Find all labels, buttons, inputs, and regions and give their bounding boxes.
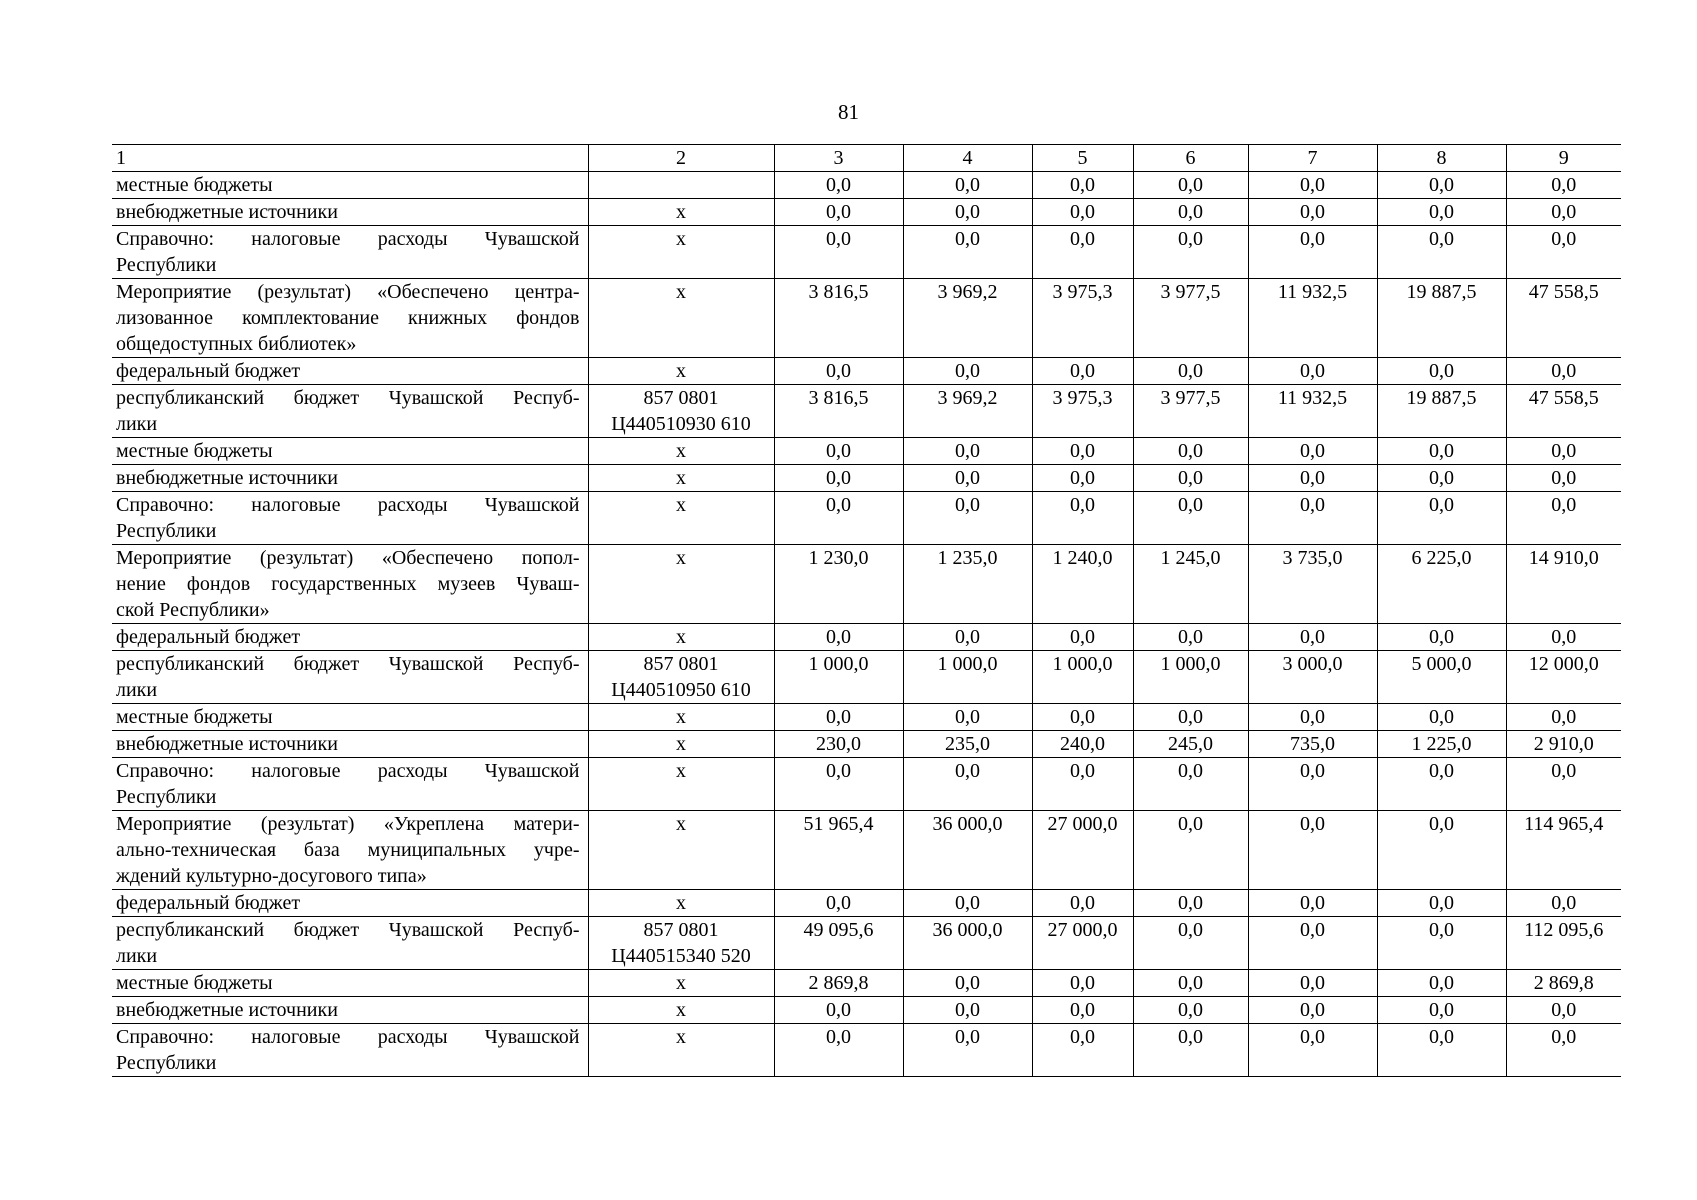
budget-code-line: Ц440510930 610 <box>611 413 751 435</box>
amount-cell: 0,0 <box>1032 890 1133 917</box>
budget-code-line: x <box>676 547 686 569</box>
row-label-cell <box>112 1024 588 1077</box>
budget-code-cell <box>588 624 774 651</box>
budget-code-cell <box>588 492 774 545</box>
row-label-line: лизованное комплектование книжных фондов <box>116 307 580 329</box>
amount-cell: 0,0 <box>903 199 1032 226</box>
budget-code-cell <box>588 731 774 758</box>
amount-cell: 3 816,5 <box>774 279 903 358</box>
table-row <box>112 545 1621 624</box>
column-number-header: 1 <box>112 145 588 172</box>
amount-cell: 114 965,4 <box>1506 811 1621 890</box>
budget-code-cell <box>588 758 774 811</box>
amount-cell: 0,0 <box>1377 492 1506 545</box>
amount-cell: 0,0 <box>774 172 903 199</box>
amount-cell: 0,0 <box>1032 199 1133 226</box>
table-row <box>112 624 1621 651</box>
table-header-row <box>112 145 1621 172</box>
amount-cell: 0,0 <box>1506 199 1621 226</box>
amount-cell: 0,0 <box>774 704 903 731</box>
row-label-cell <box>112 890 588 917</box>
amount-cell: 0,0 <box>1032 172 1133 199</box>
row-label-line: ской Республики» <box>116 599 270 621</box>
budget-table <box>112 144 1621 1077</box>
row-label-line: лики <box>116 945 158 967</box>
amount-cell: 0,0 <box>1133 1024 1248 1077</box>
amount-cell: 1 230,0 <box>774 545 903 624</box>
budget-code-cell <box>588 545 774 624</box>
amount-cell: 0,0 <box>1133 226 1248 279</box>
amount-cell: 0,0 <box>1032 758 1133 811</box>
amount-cell: 235,0 <box>903 731 1032 758</box>
budget-code-line: Ц440510950 610 <box>611 679 751 701</box>
amount-cell: 0,0 <box>1133 970 1248 997</box>
table-row <box>112 438 1621 465</box>
amount-cell: 0,0 <box>1032 624 1133 651</box>
row-label-line: республиканский бюджет Чувашской Респуб- <box>116 919 580 941</box>
budget-code-line: x <box>676 281 686 303</box>
amount-cell: 3 975,3 <box>1032 385 1133 438</box>
amount-cell: 3 969,2 <box>903 385 1032 438</box>
amount-cell: 0,0 <box>774 438 903 465</box>
amount-cell: 0,0 <box>1377 358 1506 385</box>
amount-cell: 0,0 <box>903 358 1032 385</box>
amount-cell: 36 000,0 <box>903 811 1032 890</box>
column-number-header: 2 <box>588 145 774 172</box>
row-label-line: Республики <box>116 1052 217 1074</box>
amount-cell: 0,0 <box>1377 970 1506 997</box>
amount-cell: 51 965,4 <box>774 811 903 890</box>
amount-cell: 5 000,0 <box>1377 651 1506 704</box>
amount-cell: 0,0 <box>1377 758 1506 811</box>
amount-cell: 0,0 <box>1377 890 1506 917</box>
amount-cell: 0,0 <box>1133 358 1248 385</box>
row-label-line: нение фондов государственных музеев Чуваш- <box>116 573 580 595</box>
amount-cell: 0,0 <box>1377 172 1506 199</box>
amount-cell: 0,0 <box>1032 997 1133 1024</box>
amount-cell: 0,0 <box>1032 1024 1133 1077</box>
budget-code-line: x <box>676 467 686 489</box>
amount-cell: 0,0 <box>1248 1024 1377 1077</box>
amount-cell: 0,0 <box>1506 997 1621 1024</box>
amount-cell: 0,0 <box>1133 199 1248 226</box>
amount-cell: 6 225,0 <box>1377 545 1506 624</box>
amount-cell: 1 000,0 <box>774 651 903 704</box>
amount-cell: 0,0 <box>1377 704 1506 731</box>
amount-cell: 0,0 <box>1133 704 1248 731</box>
amount-cell: 0,0 <box>1133 624 1248 651</box>
amount-cell: 0,0 <box>903 226 1032 279</box>
row-label-line: федеральный бюджет <box>116 892 301 914</box>
table-row <box>112 226 1621 279</box>
row-label-cell <box>112 385 588 438</box>
column-number-header: 4 <box>903 145 1032 172</box>
amount-cell: 0,0 <box>1133 172 1248 199</box>
amount-cell: 0,0 <box>774 624 903 651</box>
amount-cell: 47 558,5 <box>1506 279 1621 358</box>
budget-code-line: x <box>676 999 686 1021</box>
amount-cell: 0,0 <box>774 226 903 279</box>
row-label-line: Мероприятие (результат) «Укреплена матери- <box>116 813 580 835</box>
row-label-cell <box>112 758 588 811</box>
row-label-line: Республики <box>116 254 217 276</box>
amount-cell: 0,0 <box>1032 492 1133 545</box>
amount-cell: 0,0 <box>1248 624 1377 651</box>
budget-code-cell <box>588 172 774 199</box>
amount-cell: 3 975,3 <box>1032 279 1133 358</box>
column-number-header: 5 <box>1032 145 1133 172</box>
amount-cell: 0,0 <box>1506 492 1621 545</box>
row-label-line: ждений культурно-досугового типа» <box>116 865 427 887</box>
row-label-line: республиканский бюджет Чувашской Респуб- <box>116 653 580 675</box>
budget-code-cell <box>588 997 774 1024</box>
table-row <box>112 758 1621 811</box>
amount-cell: 0,0 <box>903 172 1032 199</box>
amount-cell: 0,0 <box>1506 890 1621 917</box>
table-row <box>112 172 1621 199</box>
row-label-cell <box>112 704 588 731</box>
budget-code-cell <box>588 385 774 438</box>
amount-cell: 245,0 <box>1133 731 1248 758</box>
budget-code-line: Ц440515340 520 <box>611 945 751 967</box>
amount-cell: 112 095,6 <box>1506 917 1621 970</box>
budget-code-line: x <box>676 440 686 462</box>
amount-cell: 0,0 <box>1032 465 1133 492</box>
amount-cell: 47 558,5 <box>1506 385 1621 438</box>
row-label-cell <box>112 492 588 545</box>
column-number-header: 7 <box>1248 145 1377 172</box>
amount-cell: 0,0 <box>903 624 1032 651</box>
budget-code-line: x <box>676 733 686 755</box>
row-label-cell <box>112 199 588 226</box>
budget-code-cell <box>588 438 774 465</box>
amount-cell: 2 910,0 <box>1506 731 1621 758</box>
amount-cell: 0,0 <box>1248 970 1377 997</box>
amount-cell: 0,0 <box>1133 438 1248 465</box>
budget-code-cell <box>588 970 774 997</box>
amount-cell: 0,0 <box>1506 624 1621 651</box>
amount-cell: 0,0 <box>903 465 1032 492</box>
amount-cell: 0,0 <box>1377 199 1506 226</box>
budget-code-line: x <box>676 626 686 648</box>
budget-code-cell <box>588 890 774 917</box>
amount-cell: 1 000,0 <box>903 651 1032 704</box>
amount-cell: 0,0 <box>774 358 903 385</box>
amount-cell: 2 869,8 <box>774 970 903 997</box>
table-row <box>112 1024 1621 1077</box>
amount-cell: 0,0 <box>1032 704 1133 731</box>
amount-cell: 1 240,0 <box>1032 545 1133 624</box>
amount-cell: 0,0 <box>774 890 903 917</box>
column-number-header: 8 <box>1377 145 1506 172</box>
amount-cell: 2 869,8 <box>1506 970 1621 997</box>
amount-cell: 0,0 <box>1506 704 1621 731</box>
table-row <box>112 492 1621 545</box>
amount-cell: 27 000,0 <box>1032 811 1133 890</box>
amount-cell: 3 977,5 <box>1133 385 1248 438</box>
amount-cell: 0,0 <box>1377 624 1506 651</box>
amount-cell: 3 969,2 <box>903 279 1032 358</box>
amount-cell: 0,0 <box>1248 890 1377 917</box>
amount-cell: 0,0 <box>1248 465 1377 492</box>
amount-cell: 0,0 <box>1133 890 1248 917</box>
budget-code-cell <box>588 704 774 731</box>
amount-cell: 19 887,5 <box>1377 385 1506 438</box>
row-label-cell <box>112 624 588 651</box>
budget-code-cell <box>588 1024 774 1077</box>
table-row <box>112 651 1621 704</box>
row-label-cell <box>112 465 588 492</box>
row-label-line: федеральный бюджет <box>116 360 301 382</box>
amount-cell: 12 000,0 <box>1506 651 1621 704</box>
amount-cell: 0,0 <box>1506 438 1621 465</box>
row-label-line: внебюджетные источники <box>116 201 338 223</box>
amount-cell: 0,0 <box>1248 758 1377 811</box>
row-label-cell <box>112 731 588 758</box>
row-label-cell <box>112 226 588 279</box>
budget-code-cell <box>588 651 774 704</box>
budget-code-cell <box>588 199 774 226</box>
amount-cell: 14 910,0 <box>1506 545 1621 624</box>
amount-cell: 0,0 <box>1032 970 1133 997</box>
budget-code-line: 857 0801 <box>643 919 719 941</box>
amount-cell: 1 245,0 <box>1133 545 1248 624</box>
budget-code-line: x <box>676 760 686 782</box>
amount-cell: 19 887,5 <box>1377 279 1506 358</box>
amount-cell: 0,0 <box>1248 811 1377 890</box>
amount-cell: 0,0 <box>1377 811 1506 890</box>
amount-cell: 240,0 <box>1032 731 1133 758</box>
amount-cell: 735,0 <box>1248 731 1377 758</box>
amount-cell: 0,0 <box>1133 492 1248 545</box>
amount-cell: 1 225,0 <box>1377 731 1506 758</box>
amount-cell: 0,0 <box>774 465 903 492</box>
amount-cell: 0,0 <box>1506 172 1621 199</box>
amount-cell: 0,0 <box>774 997 903 1024</box>
row-label-cell <box>112 438 588 465</box>
row-label-line: Справочно: налоговые расходы Чувашской <box>116 494 580 516</box>
amount-cell: 0,0 <box>903 492 1032 545</box>
row-label-line: Справочно: налоговые расходы Чувашской <box>116 1026 580 1048</box>
row-label-cell <box>112 358 588 385</box>
amount-cell: 11 932,5 <box>1248 279 1377 358</box>
amount-cell: 0,0 <box>1506 1024 1621 1077</box>
amount-cell: 0,0 <box>1377 226 1506 279</box>
row-label-line: местные бюджеты <box>116 174 273 196</box>
page-number: 81 <box>838 100 859 124</box>
amount-cell: 1 000,0 <box>1032 651 1133 704</box>
row-label-cell <box>112 279 588 358</box>
amount-cell: 27 000,0 <box>1032 917 1133 970</box>
row-label-cell <box>112 811 588 890</box>
amount-cell: 1 000,0 <box>1133 651 1248 704</box>
row-label-cell <box>112 172 588 199</box>
row-label-cell <box>112 545 588 624</box>
column-number-header: 9 <box>1506 145 1621 172</box>
row-label-line: внебюджетные источники <box>116 467 338 489</box>
budget-code-line: x <box>676 360 686 382</box>
row-label-cell <box>112 917 588 970</box>
row-label-line: местные бюджеты <box>116 706 273 728</box>
budget-code-line: x <box>676 228 686 250</box>
amount-cell: 0,0 <box>1506 465 1621 492</box>
row-label-cell <box>112 997 588 1024</box>
table-row <box>112 358 1621 385</box>
table-row <box>112 890 1621 917</box>
budget-code-cell <box>588 917 774 970</box>
amount-cell: 0,0 <box>1248 226 1377 279</box>
amount-cell: 0,0 <box>903 704 1032 731</box>
row-label-line: Справочно: налоговые расходы Чувашской <box>116 228 580 250</box>
table-row <box>112 199 1621 226</box>
amount-cell: 0,0 <box>903 438 1032 465</box>
amount-cell: 0,0 <box>1133 465 1248 492</box>
amount-cell: 49 095,6 <box>774 917 903 970</box>
budget-code-cell <box>588 465 774 492</box>
column-number-header: 3 <box>774 145 903 172</box>
amount-cell: 3 816,5 <box>774 385 903 438</box>
budget-code-line: x <box>676 706 686 728</box>
amount-cell: 3 000,0 <box>1248 651 1377 704</box>
budget-code-cell <box>588 358 774 385</box>
budget-code-line: x <box>676 813 686 835</box>
budget-code-cell <box>588 226 774 279</box>
amount-cell: 0,0 <box>903 970 1032 997</box>
amount-cell: 0,0 <box>1248 917 1377 970</box>
budget-code-cell <box>588 279 774 358</box>
row-label-line: внебюджетные источники <box>116 999 338 1021</box>
table-row <box>112 279 1621 358</box>
column-number-header: 6 <box>1133 145 1248 172</box>
budget-code-line: x <box>676 201 686 223</box>
amount-cell: 0,0 <box>774 199 903 226</box>
row-label-line: местные бюджеты <box>116 440 273 462</box>
amount-cell: 0,0 <box>1248 172 1377 199</box>
amount-cell: 0,0 <box>1377 917 1506 970</box>
amount-cell: 36 000,0 <box>903 917 1032 970</box>
table-row <box>112 731 1621 758</box>
budget-code-line: x <box>676 972 686 994</box>
amount-cell: 0,0 <box>1506 358 1621 385</box>
amount-cell: 0,0 <box>1248 704 1377 731</box>
budget-code-line: x <box>676 1026 686 1048</box>
row-label-line: федеральный бюджет <box>116 626 301 648</box>
amount-cell: 0,0 <box>903 758 1032 811</box>
amount-cell: 0,0 <box>774 1024 903 1077</box>
amount-cell: 0,0 <box>1377 438 1506 465</box>
budget-code-line: 857 0801 <box>643 653 719 675</box>
table-row <box>112 970 1621 997</box>
amount-cell: 3 735,0 <box>1248 545 1377 624</box>
row-label-cell <box>112 970 588 997</box>
row-label-line: ально-техническая база муниципальных учре- <box>116 839 580 861</box>
amount-cell: 11 932,5 <box>1248 385 1377 438</box>
table-row <box>112 385 1621 438</box>
row-label-cell <box>112 651 588 704</box>
amount-cell: 0,0 <box>1133 811 1248 890</box>
amount-cell: 0,0 <box>1248 997 1377 1024</box>
amount-cell: 0,0 <box>1032 226 1133 279</box>
row-label-line: местные бюджеты <box>116 972 273 994</box>
row-label-line: Мероприятие (результат) «Обеспечено попол- <box>116 547 580 569</box>
amount-cell: 0,0 <box>1248 492 1377 545</box>
amount-cell: 0,0 <box>1377 1024 1506 1077</box>
amount-cell: 230,0 <box>774 731 903 758</box>
amount-cell: 0,0 <box>1506 758 1621 811</box>
row-label-line: Справочно: налоговые расходы Чувашской <box>116 760 580 782</box>
amount-cell: 0,0 <box>1248 438 1377 465</box>
row-label-line: Мероприятие (результат) «Обеспечено центра- <box>116 281 580 303</box>
amount-cell: 0,0 <box>1133 758 1248 811</box>
table-row <box>112 811 1621 890</box>
table-row <box>112 704 1621 731</box>
row-label-line: Республики <box>116 786 217 808</box>
amount-cell: 0,0 <box>1248 358 1377 385</box>
amount-cell: 0,0 <box>774 758 903 811</box>
row-label-line: общедоступных библиотек» <box>116 333 357 355</box>
table-row <box>112 997 1621 1024</box>
amount-cell: 0,0 <box>1133 997 1248 1024</box>
row-label-line: внебюджетные источники <box>116 733 338 755</box>
amount-cell: 0,0 <box>903 890 1032 917</box>
table-row <box>112 917 1621 970</box>
row-label-line: республиканский бюджет Чувашской Респуб- <box>116 387 580 409</box>
amount-cell: 0,0 <box>903 1024 1032 1077</box>
amount-cell: 0,0 <box>1133 917 1248 970</box>
amount-cell: 0,0 <box>1032 358 1133 385</box>
row-label-line: лики <box>116 679 158 701</box>
budget-code-line: 857 0801 <box>643 387 719 409</box>
row-label-line: лики <box>116 413 158 435</box>
budget-code-line: x <box>676 494 686 516</box>
budget-code-cell <box>588 811 774 890</box>
amount-cell: 0,0 <box>903 997 1032 1024</box>
amount-cell: 0,0 <box>1506 226 1621 279</box>
table-row <box>112 465 1621 492</box>
amount-cell: 0,0 <box>1248 199 1377 226</box>
budget-code-line: x <box>676 892 686 914</box>
amount-cell: 1 235,0 <box>903 545 1032 624</box>
amount-cell: 0,0 <box>774 492 903 545</box>
amount-cell: 3 977,5 <box>1133 279 1248 358</box>
amount-cell: 0,0 <box>1377 465 1506 492</box>
amount-cell: 0,0 <box>1377 997 1506 1024</box>
amount-cell: 0,0 <box>1032 438 1133 465</box>
row-label-line: Республики <box>116 520 217 542</box>
